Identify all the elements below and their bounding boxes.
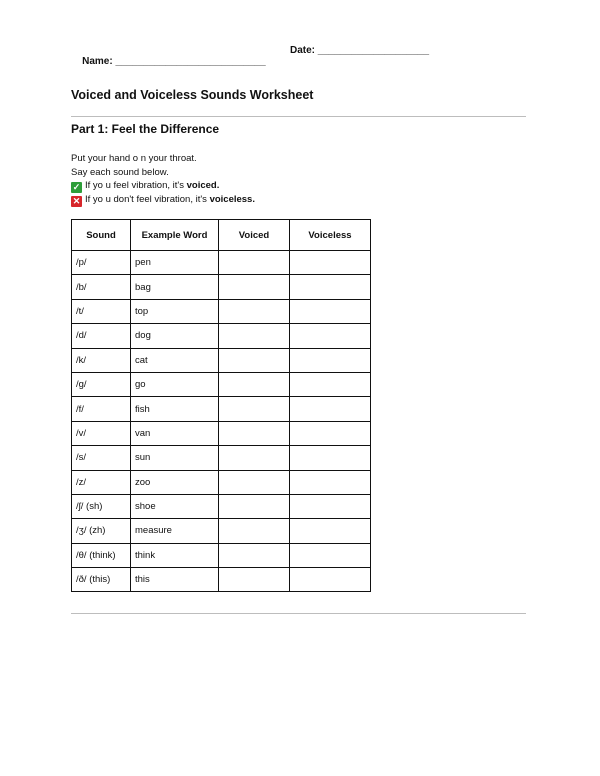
table-row [72,324,371,348]
cell-voiceless[interactable] [290,543,371,567]
cell-example-word: fish [131,397,219,421]
header-voiced: Voiced [219,220,290,251]
table-header-row [72,220,371,251]
cell-voiced[interactable] [219,421,290,445]
cell-voiceless[interactable] [290,470,371,494]
cell-example-word: shoe [131,494,219,518]
instruction-voiced [71,179,255,193]
cell-voiced[interactable] [219,348,290,372]
cell-example-word: sun [131,446,219,470]
cell-sound: /ð/ (this) [72,568,131,592]
bottom-divider [71,613,526,614]
worksheet-title: Voiced and Voiceless Sounds Worksheet [71,88,314,102]
cell-sound: /v/ [72,421,131,445]
table-row [72,348,371,372]
cell-example-word: this [131,568,219,592]
table-row [72,397,371,421]
cell-sound: /s/ [72,446,131,470]
cell-sound: /ʃ/ (sh) [72,494,131,518]
cell-sound: /b/ [72,275,131,299]
instructions [71,152,255,207]
table-row [72,372,371,396]
cell-voiceless[interactable] [290,568,371,592]
header-voiceless: Voiceless [290,220,371,251]
cell-example-word: dog [131,324,219,348]
cell-sound: /f/ [72,397,131,421]
table-row [72,251,371,275]
table-row [72,421,371,445]
cell-voiced[interactable] [219,470,290,494]
cell-sound: /θ/ (think) [72,543,131,567]
cross-mark-icon: ✕ [72,196,81,206]
table-row [72,299,371,323]
voiced-text: If yo u feel vibration, it's [85,180,187,191]
cell-voiced[interactable] [219,568,290,592]
cell-voiced[interactable] [219,519,290,543]
cell-voiced[interactable] [219,275,290,299]
cell-voiceless[interactable] [290,446,371,470]
top-divider [71,116,526,117]
cell-example-word: van [131,421,219,445]
instruction-line-1: Put your hand o n your throat. [71,153,197,164]
sounds-table [71,219,371,592]
cell-voiced[interactable] [219,251,290,275]
cell-sound: /d/ [72,324,131,348]
voiced-word: voiced. [186,180,220,191]
table-row [72,470,371,494]
header-example-word: Example Word [131,220,219,251]
cell-example-word: top [131,299,219,323]
cell-voiced[interactable] [219,324,290,348]
voiceless-word: voiceless. [209,194,255,205]
check-mark-icon: ✓ [72,182,81,192]
instruction-line-2: Say each sound below. [71,166,169,178]
cell-example-word: zoo [131,470,219,494]
voiceless-text: If yo u don't feel vibration, it's [85,194,210,205]
cell-voiced[interactable] [219,494,290,518]
cell-voiceless[interactable] [290,421,371,445]
cell-voiceless[interactable] [290,299,371,323]
cell-voiced[interactable] [219,446,290,470]
table-row [72,543,371,567]
cell-example-word: measure [131,519,219,543]
cell-sound: /z/ [72,470,131,494]
cell-sound: /k/ [72,348,131,372]
table-row [72,446,371,470]
cell-voiceless[interactable] [290,251,371,275]
cell-example-word: cat [131,348,219,372]
header-fields [71,45,430,89]
cell-sound: /ʒ/ (zh) [72,519,131,543]
table-row [72,494,371,518]
table-row [72,275,371,299]
cell-sound: /g/ [72,372,131,396]
cell-sound: /p/ [72,251,131,275]
cell-voiced[interactable] [219,543,290,567]
cell-voiceless[interactable] [290,519,371,543]
instruction-voiceless [71,193,255,207]
cell-voiceless[interactable] [290,372,371,396]
cell-voiceless[interactable] [290,324,371,348]
cell-voiced[interactable] [219,397,290,421]
cell-example-word: pen [131,251,219,275]
cell-voiceless[interactable] [290,397,371,421]
table-row [72,519,371,543]
cell-voiced[interactable] [219,372,290,396]
cell-example-word: bag [131,275,219,299]
table-row [72,568,371,592]
cell-voiceless[interactable] [290,494,371,518]
part1-heading: Part 1: Feel the Difference [71,122,220,136]
header-sound: Sound [72,220,131,251]
cell-voiceless[interactable] [290,348,371,372]
cell-example-word: think [131,543,219,567]
date-field[interactable]: Date: ____________________ [290,45,430,56]
cell-voiceless[interactable] [290,275,371,299]
cell-voiced[interactable] [219,299,290,323]
table-body [72,251,371,592]
name-field[interactable]: Name: ___________________________ [82,56,266,67]
cell-sound: /t/ [72,299,131,323]
cell-example-word: go [131,372,219,396]
